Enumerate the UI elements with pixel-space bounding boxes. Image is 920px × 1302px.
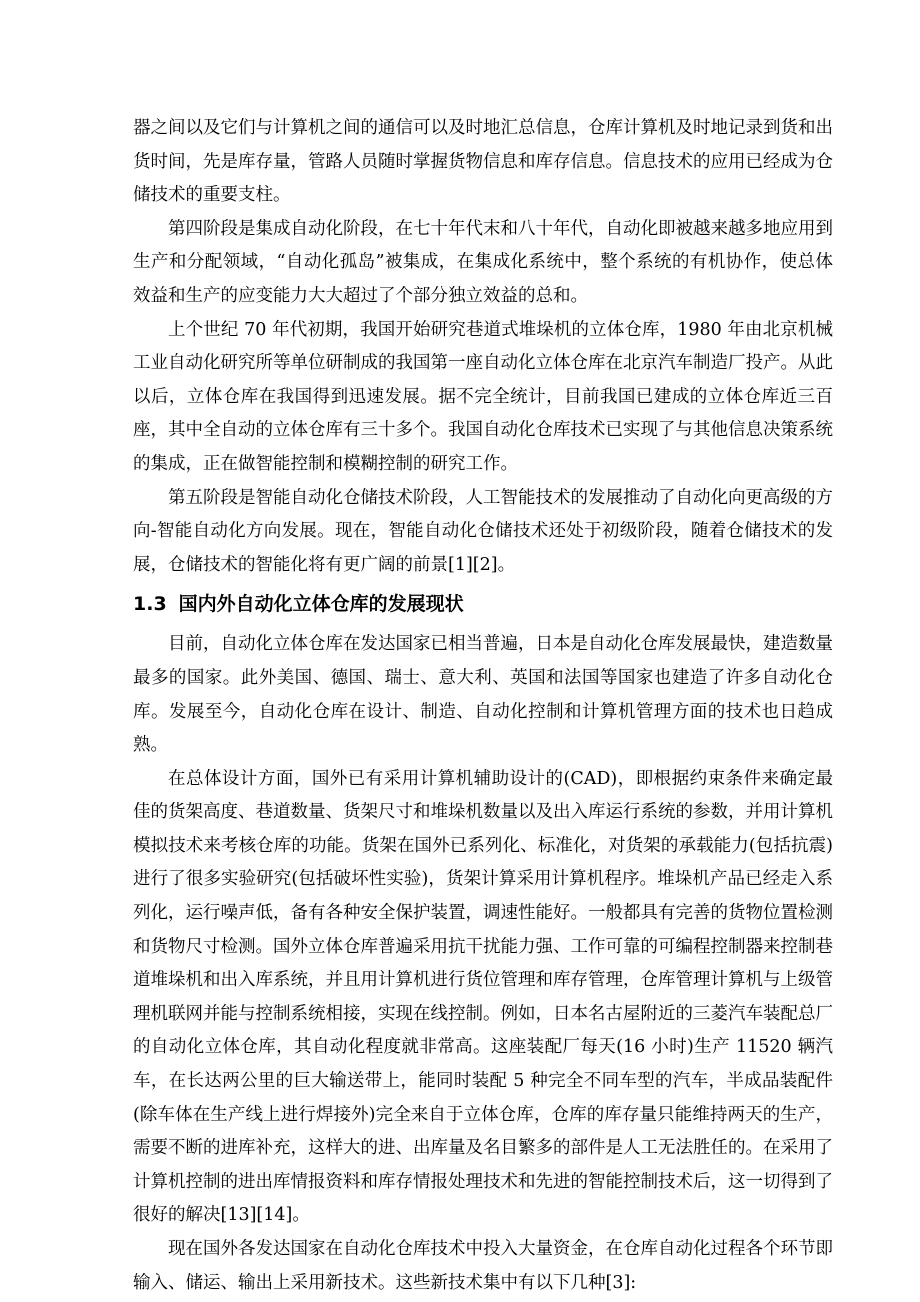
paragraph-stage-five: 第五阶段是智能自动化仓储技术阶段，人工智能技术的发展推动了自动化向更高级的方向-智能自动化方向发展。现在，智能自动化仓储技术还处于初级阶段，随着仓储技术的发展，仓储技术的智能化将有更广阔的前景[1][2]。 [133, 487, 833, 575]
paragraph-continuation: 器之间以及它们与计算机之间的通信可以及时地汇总信息，仓库计算机及时地记录到货和出货时间，先是库存量，管路人员随时掌握货物信息和库存信息。信息技术的应用已经成为仓储技术的重要支柱。 [133, 118, 833, 206]
paragraph-overall-design: 在总体设计方面，国外已有采用计算机辅助设计的(CAD)，即根据约束条件来确定最佳的货架高度、巷道数量、货架尺寸和堆垛机数量以及出入库运行系统的参数，并用计算机模拟技术来考核仓库的功能。货架在国外已系列化、标准化，对货架的承载能力(包括抗震)进行了很多实验研究(包括破坏性实验)，货架计算采用计算机程序。堆垛机产品已经走入系列化，运行噪声低，备有各种安全保护装置，调速性能好。一般都具有完善的货物位置检测和货物尺寸检测。国外立体仓库普遍采用抗干扰能力强、工作可靠的可编程控制器来控制巷道堆垛机和出入库系统，并且用计算机进行货位管理和库存管理，仓库管理计算机与上级管理机联网并能与控制系统相接，实现在线控制。例如，日本名古屋附近的三菱汽车装配总厂的自动化立体仓库，其自动化程度就非常高。这座装配厂每天(16 小时)生产 11520 辆汽车，在长达两公里的巨大输送带上，能同时装配 5 种完全不同车型的汽车，半成品装配件(除车体在生产线上进行焊接外)完全来自于立体仓库，仓库的库存量只能维持两天的生产，需要不断的进库补充，这样大的进、出库量及名目繁多的部件是人工无法胜任的。在采用了计算机控制的进出库情报资料和库存情报处理技术和先进的智能控制技术后，这一切得到了很好的解决[13][14]。 [133, 768, 833, 1226]
section-title: 国内外自动化立体仓库的发展现状 [178, 593, 464, 616]
section-heading [133, 586, 833, 622]
paragraph-china-history: 上个世纪 70 年代初期，我国开始研究巷道式堆垛机的立体仓库，1980 年由北京机械工业自动化研究所等单位研制成的我国第一座自动化立体仓库在北京汽车制造厂投产。从此以后，立体仓库在我国得到迅速发展。据不完全统计，目前我国已建成的立体仓库近三百座，其中全自动的立体仓库有三十多个。我国自动化仓库技术已实现了与其他信息决策系统的集成，正在做智能控制和模糊控制的研究工作。 [133, 319, 833, 474]
paragraph-current-status: 目前，自动化立体仓库在发达国家已相当普遍，日本是自动化仓库发展最快，建造数量最多的国家。此外美国、德国、瑞士、意大利、英国和法国等国家也建造了许多自动化仓库。发展至今，自动化仓库在设计、制造、自动化控制和计算机管理方面的技术也日趋成熟。 [133, 634, 833, 756]
paragraph-new-technologies: 现在国外各发达国家在自动化仓库技术中投入大量资金，在仓库自动化过程各个环节即输入、储运、输出上采用新技术。这些新技术集中有以下几种[3]: [133, 1239, 833, 1293]
document-body [133, 112, 833, 1300]
paragraph-stage-four: 第四阶段是集成自动化阶段，在七十年代末和八十年代，自动化即被越来越多地应用到生产和分配领域，“自动化孤岛”被集成，在集成化系统中，整个系统的有机协作，使总体效益和生产的应变能力大大超过了个部分独立效益的总和。 [133, 218, 833, 306]
section-number: 1.3 [133, 593, 167, 616]
